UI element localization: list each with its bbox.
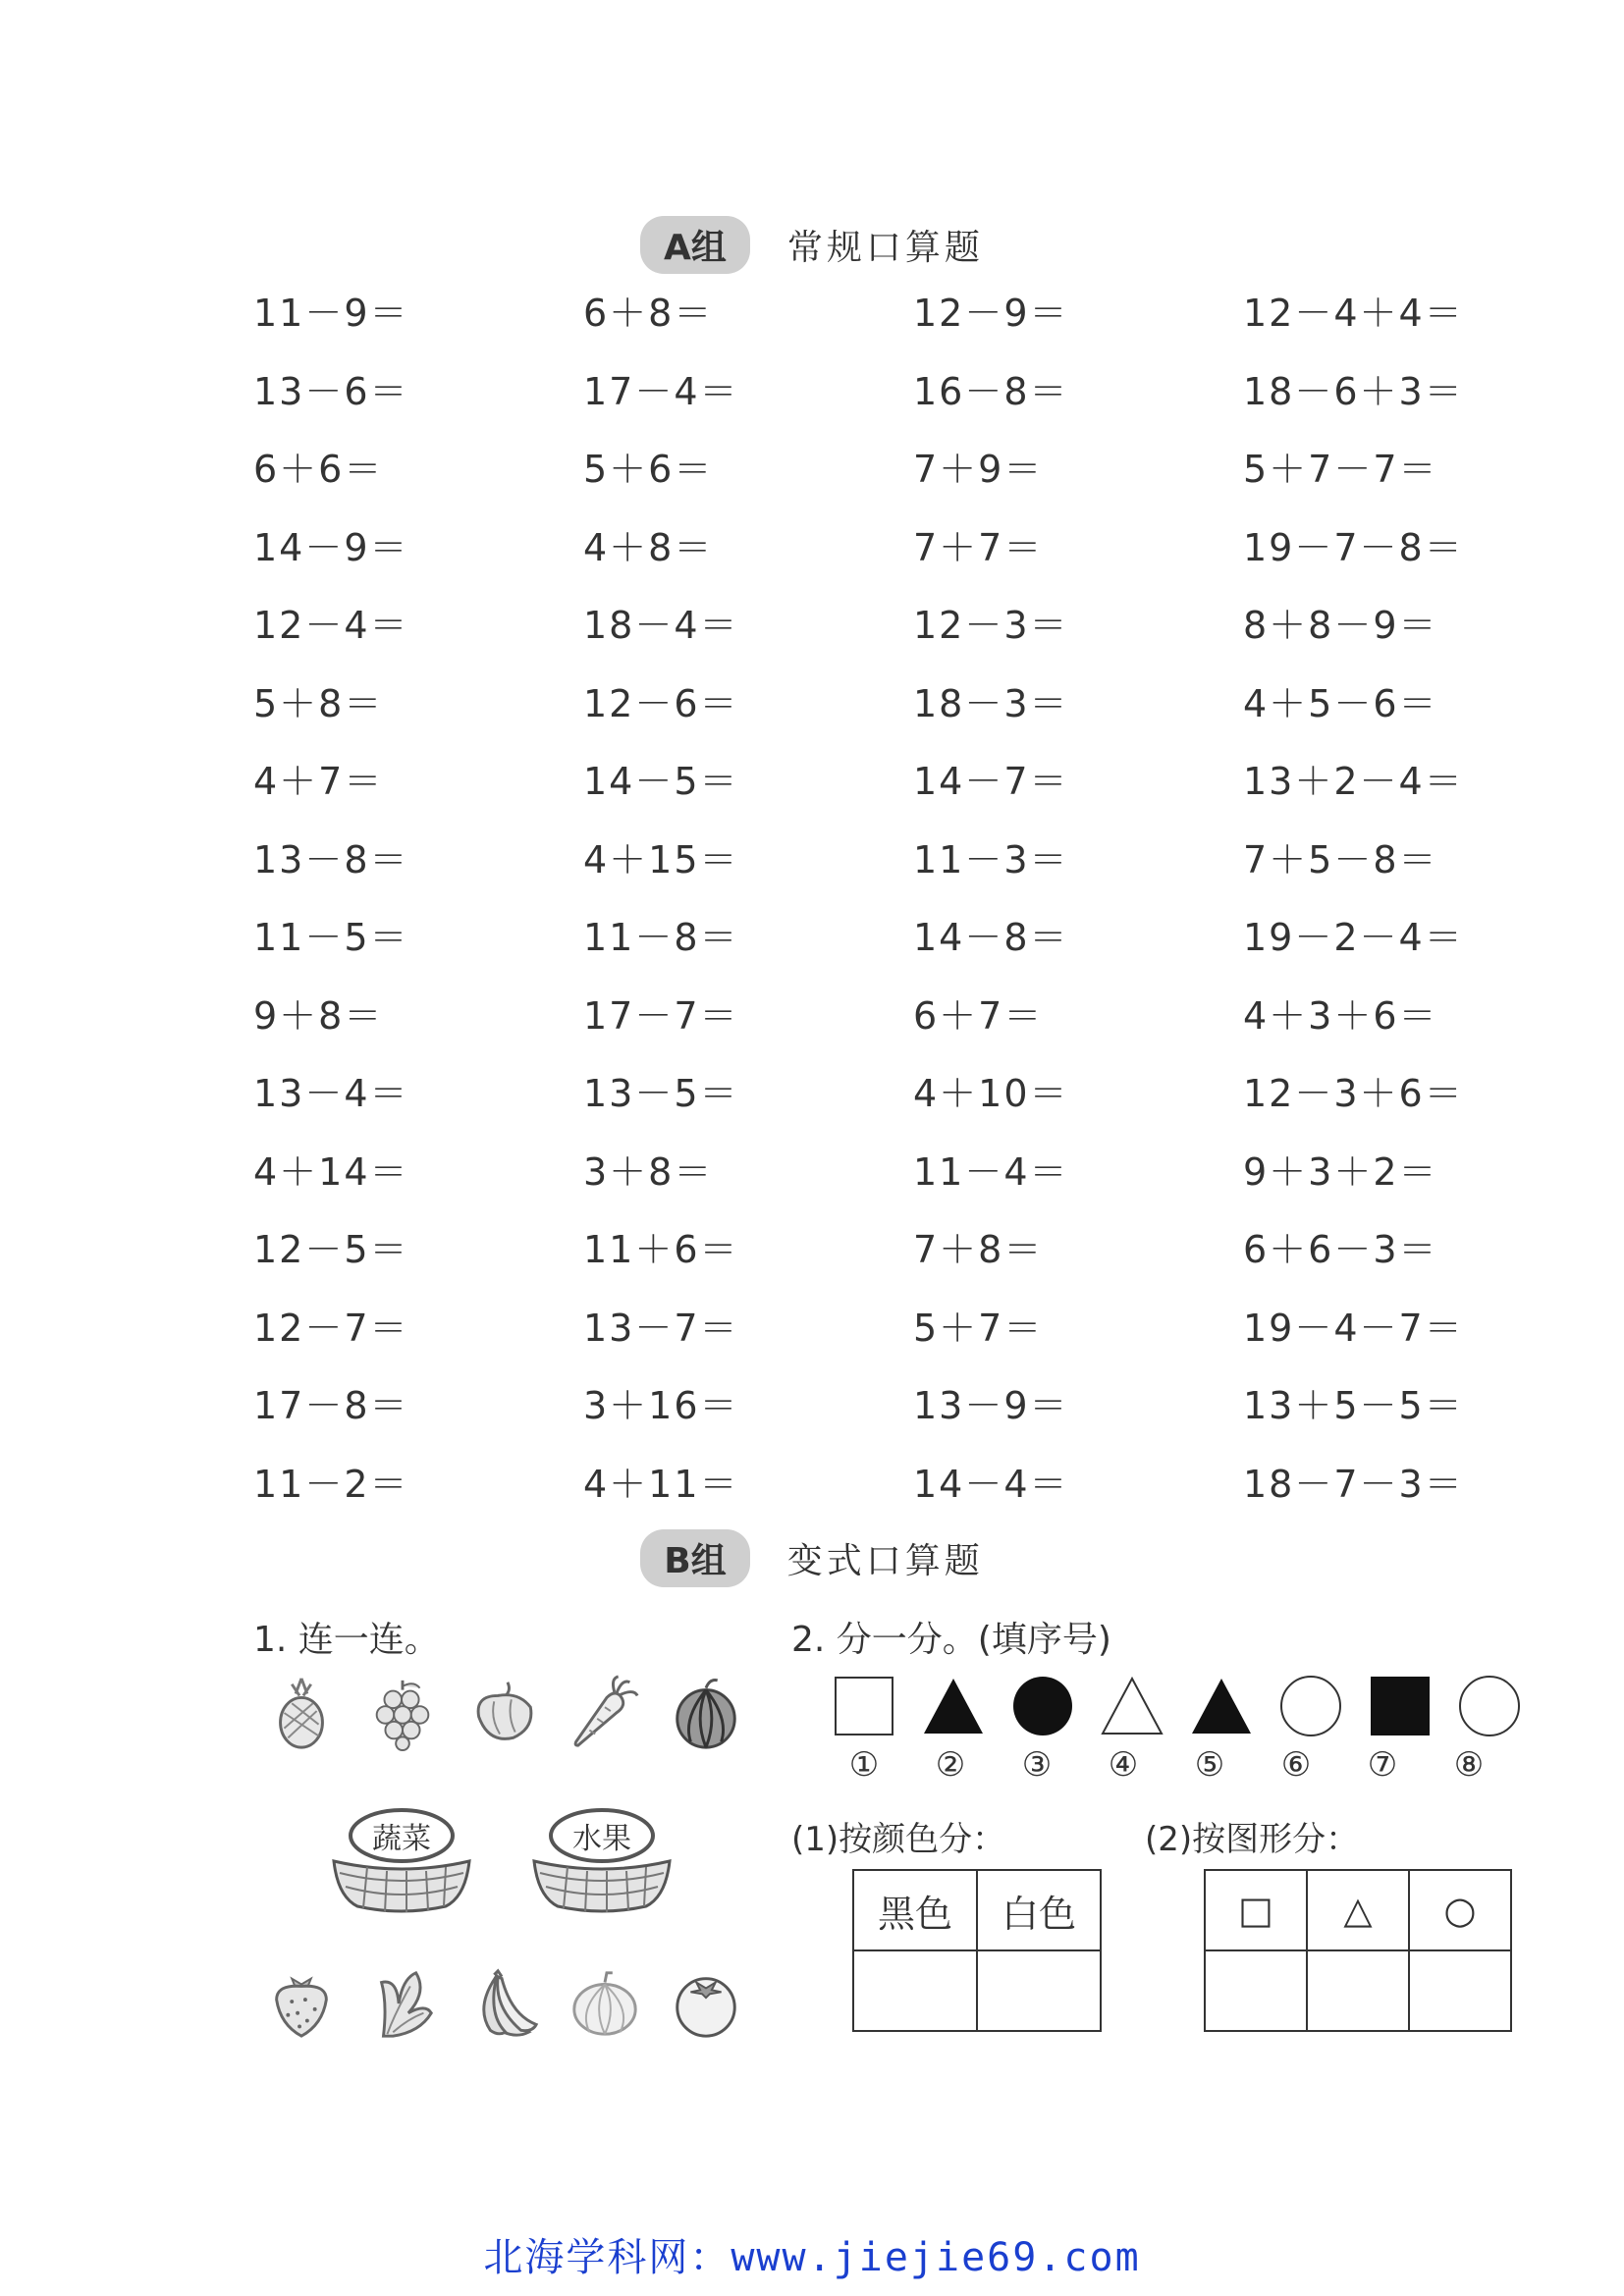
greens-icon [364,1965,441,2042]
equation-item: 18－3＝ [913,681,1069,725]
equation-item: 4＋3＋6＝ [1243,993,1438,1038]
equation-item: 7＋5－8＝ [1243,837,1438,881]
equation-item: 12－4＋4＝ [1243,292,1464,335]
equation-item: 14－5＝ [583,760,739,803]
sort-by-color-title: (1)按颜色分： [791,1820,1006,1859]
equation-grid [253,275,1557,1523]
equation-item: 6＋8＝ [583,292,714,335]
equation-item: 5＋7－7＝ [1243,448,1438,491]
section-b-title: 变式口算题 [786,1540,984,1581]
answer-cell[interactable] [1409,1950,1511,2031]
equation-item: 9＋3＋2＝ [1243,1149,1438,1194]
shape-number: ⑥ [1280,1745,1312,1785]
shape-number: ① [848,1745,880,1785]
equation-item: 13－4＝ [253,1072,409,1115]
sort-by-shape-title: (2)按图形分： [1145,1820,1360,1859]
equation-item: 8＋8－9＝ [1243,604,1438,647]
question-1-title: 1. 连一连。 [253,1620,440,1660]
strawberry-icon [263,1965,340,2042]
shape-number: ④ [1108,1745,1139,1785]
shape-number: ② [935,1745,966,1785]
equation-item: 4＋11＝ [583,1462,739,1506]
equation-item: 11－4＝ [913,1149,1069,1194]
equation-item: 11－2＝ [253,1462,409,1506]
equation-item: 14－4＝ [913,1462,1069,1506]
equation-item: 7＋7＝ [913,525,1044,569]
fruit-basket-label: 水果 [572,1822,631,1856]
equation-item: 17－4＝ [583,369,739,413]
equation-item: 6＋6＝ [253,448,384,491]
pumpkin-icon [567,1965,643,2042]
white-circle-icon [1458,1675,1521,1737]
equation-item: 17－7＝ [583,993,739,1038]
equation-item: 11－8＝ [583,916,739,959]
pineapple-icon [263,1675,340,1751]
equation-item: 18－7－3＝ [1243,1462,1464,1506]
equation-item: 12－6＝ [583,681,739,725]
equation-item: 12－3＋6＝ [1243,1072,1464,1115]
shape-number: ⑧ [1453,1745,1485,1785]
equation-item: 17－8＝ [253,1384,409,1427]
equation-item: 13－7＝ [583,1306,739,1350]
equation-item: 14－9＝ [253,525,409,569]
equation-item: 4＋14＝ [253,1149,409,1194]
equation-item: 5＋8＝ [253,681,384,725]
equation-item: 13－9＝ [913,1384,1069,1427]
equation-item: 18－4＝ [583,604,739,647]
footer-label: 北海学科网： [483,2235,731,2280]
equation-item: 14－7＝ [913,760,1069,803]
footer-watermark [0,2226,1624,2282]
equation-item: 3＋16＝ [583,1384,739,1427]
equation-item: 16－8＝ [913,369,1069,413]
equation-item: 13＋2－4＝ [1243,760,1464,803]
equation-item: 19－7－8＝ [1243,525,1464,569]
watermelon-icon [668,1675,744,1751]
equation-item: 19－2－4＝ [1243,916,1464,959]
top-produce-row [263,1675,744,1751]
equation-item: 13＋5－5＝ [1243,1384,1464,1427]
answer-cell[interactable] [1205,1950,1307,2031]
shape-header-triangle: △ [1307,1870,1409,1950]
equation-item: 12－9＝ [913,292,1069,335]
equation-item: 12－5＝ [253,1228,409,1271]
equation-item: 5＋7＝ [913,1306,1044,1350]
section-a-badge: A组 [640,216,750,274]
equation-item: 11－5＝ [253,916,409,959]
white-triangle-icon [1101,1675,1164,1737]
equation-item: 11－9＝ [253,292,409,335]
question-2-title: 2. 分一分。(填序号) [791,1620,1111,1660]
equation-item: 4＋7＝ [253,760,384,803]
equation-item: 14－8＝ [913,916,1069,959]
equation-item: 18－6＋3＝ [1243,369,1464,413]
answer-cell[interactable] [1307,1950,1409,2031]
white-circle-icon [1279,1675,1342,1737]
equation-item: 9＋8＝ [253,993,384,1038]
shape-header-circle: ○ [1409,1870,1511,1950]
black-triangle-icon [1190,1675,1253,1737]
answer-cell[interactable] [977,1950,1101,2031]
tomato-icon [668,1965,744,2042]
shape-number: ③ [1021,1745,1053,1785]
black-square-icon [1369,1675,1432,1737]
equation-item: 4＋5－6＝ [1243,681,1438,725]
black-circle-icon [1011,1675,1074,1737]
equation-item: 3＋8＝ [583,1149,714,1194]
equation-item: 13－6＝ [253,369,409,413]
equation-item: 4＋8＝ [583,525,714,569]
banana-icon [465,1965,542,2042]
equation-item: 7＋9＝ [913,448,1044,491]
vegetable-basket [328,1806,475,1914]
vegetable-basket-label: 蔬菜 [372,1822,431,1856]
equation-item: 6＋7＝ [913,993,1044,1038]
shapes-row [833,1675,1521,1737]
equation-item: 13－8＝ [253,837,409,881]
shape-sort-table [1204,1869,1512,2032]
shape-number: ⑤ [1194,1745,1225,1785]
equation-item: 19－4－7＝ [1243,1306,1464,1350]
color-header-white: 白色 [977,1870,1101,1950]
color-header-black: 黑色 [853,1870,977,1950]
bottom-produce-row [263,1965,744,2042]
equation-item: 4＋15＝ [583,837,739,881]
shape-header-square: □ [1205,1870,1307,1950]
shape-number: ⑦ [1367,1745,1398,1785]
equation-item: 4＋10＝ [913,1072,1069,1115]
equation-item: 13－5＝ [583,1072,739,1115]
fruit-basket [528,1806,676,1914]
equation-item: 12－3＝ [913,604,1069,647]
black-triangle-icon [922,1675,985,1737]
equation-item: 12－7＝ [253,1306,409,1350]
section-b-header [0,1531,1624,1584]
equation-item: 6＋6－3＝ [1243,1228,1438,1271]
footer-url[interactable]: www.jiejie69.com [731,2235,1141,2280]
equation-item: 11＋6＝ [583,1228,739,1271]
answer-cell[interactable] [853,1950,977,2031]
grapes-icon [364,1675,441,1751]
white-square-icon [833,1675,895,1737]
section-b-badge: B组 [640,1529,749,1587]
equation-item: 11－3＝ [913,837,1069,881]
equation-item: 5＋6＝ [583,448,714,491]
equation-item: 7＋8＝ [913,1228,1044,1271]
carrot-icon [567,1675,643,1751]
section-a-title: 常规口算题 [786,227,984,268]
shape-numbers-row [842,1745,1490,1785]
pepper-icon [465,1675,542,1751]
section-a-header [0,218,1624,271]
color-sort-table [852,1869,1102,2032]
equation-item: 12－4＝ [253,604,409,647]
